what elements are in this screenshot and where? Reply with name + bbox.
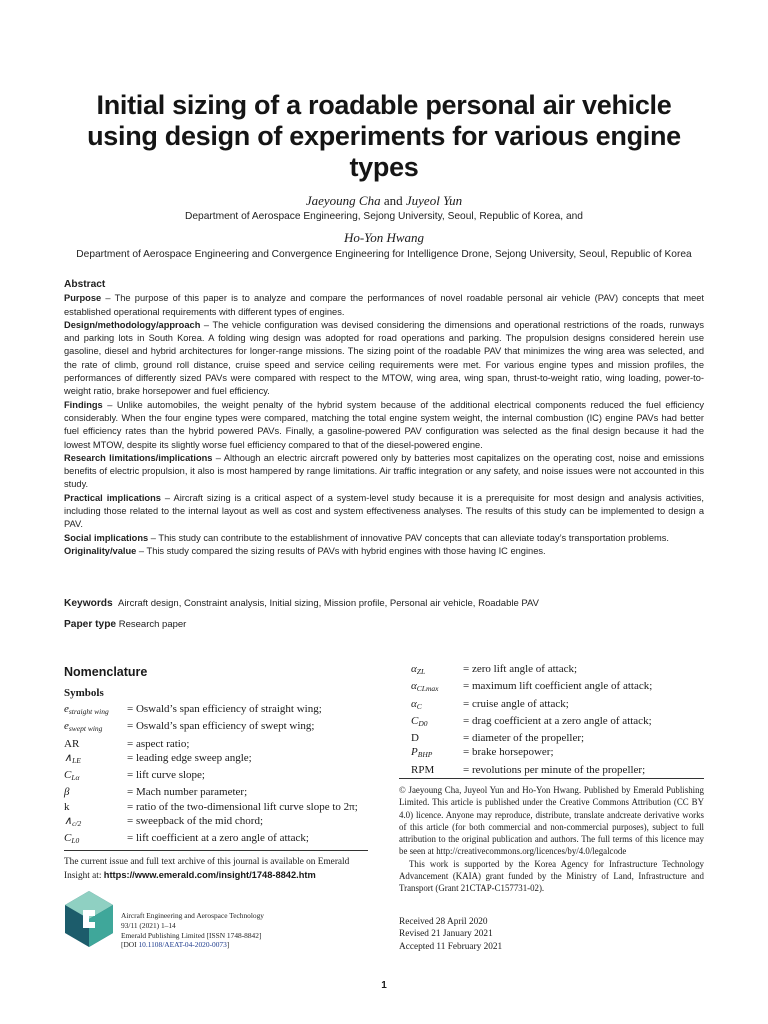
symbol-row <box>411 679 652 696</box>
symbol-definition: = zero lift angle of attack; <box>463 663 578 675</box>
archive-url-link[interactable]: https://www.emerald.com/insight/1748-8842.htm <box>103 870 316 880</box>
paper-type <box>64 619 704 630</box>
affiliation-2: Department of Aerospace Engineering and Convergence Engineering for Intelligence Drone, Sejong University, Seoul, Republic of Korea <box>76 249 692 260</box>
symbol: β <box>64 786 70 799</box>
abstract-section <box>64 319 704 399</box>
doi-link[interactable]: 10.1108/AEAT-04-2020-0073 <box>138 940 227 950</box>
symbol-row <box>64 702 358 719</box>
section-label: Social implications <box>64 532 149 543</box>
abstract-section <box>64 532 704 545</box>
symbol-definition: = cruise angle of attack; <box>463 697 569 710</box>
symbol-definition: = Oswald’s span efficiency of straight wing; <box>127 703 322 715</box>
symbol: $\wedge_{LE}$ <box>64 751 81 765</box>
section-text: – This study compared the sizing results of PAVs with hybrid engines with those having IC engines. <box>136 545 546 556</box>
symbol-definition: = revolutions per minute of the propeller; <box>463 763 646 776</box>
symbol: $C_{L0}$ <box>64 832 80 846</box>
symbol-definition: = Mach number parameter; <box>127 786 248 799</box>
doi-prefix: [DOI <box>121 940 139 950</box>
abstract <box>64 278 704 558</box>
symbol-row <box>411 662 652 679</box>
symbol-row <box>411 714 652 731</box>
nomenclature-heading: Nomenclature <box>64 665 148 679</box>
symbol-definition: = diameter of the propeller; <box>463 732 585 745</box>
symbol-row <box>411 697 652 714</box>
abstract-section <box>64 292 704 319</box>
symbol-row <box>411 731 652 745</box>
page-number: 1 <box>381 980 387 991</box>
section-label: Design/methodology/approach <box>64 319 201 330</box>
date-received: Received 28 April 2020 <box>399 917 488 927</box>
section-text: – Although an electric aircraft powered only by batteries most capitalizes on the operating cost, noise and emissions benefits of electric propulsion, it also is most hampered by range limitations. Air traffic integration or any safety, and noise issues were not accounted in this study. <box>64 452 704 490</box>
author-3: Ho-Yon Hwang <box>343 230 425 245</box>
doi-suffix: ] <box>226 940 230 950</box>
section-text: – Aircraft sizing is a critical aspect of a system-level study because it is a prerequisite for most design and analysis activities, including those related to the internal layout as well as cost and system effectiveness analyses. The results of this study can be implemented to design a PAV. <box>64 492 704 530</box>
symbols-table-left <box>64 702 358 849</box>
abstract-section <box>64 399 704 452</box>
author-conjunction: and <box>383 193 403 208</box>
section-label: Originality/value <box>64 545 137 556</box>
emerald-logo-icon <box>64 890 114 948</box>
symbol-definition: = ratio of the two-dimensional lift curve slope to 2π; <box>127 800 358 813</box>
keywords-label: Keywords <box>64 598 113 609</box>
symbol-row <box>64 737 358 751</box>
symbol-definition: = leading edge sweep angle; <box>127 751 252 764</box>
keywords-text: Aircraft design, Constraint analysis, Initial sizing, Mission profile, Personal air vehicle, Roadable PAV <box>117 598 539 609</box>
symbol: $e_{straight wing}$ <box>64 703 109 716</box>
symbol-row <box>64 751 358 768</box>
symbol: $C_{L\alpha}$ <box>64 769 80 783</box>
symbol: RPM <box>411 763 435 776</box>
symbol-definition: = Oswald’s span efficiency of swept wing; <box>127 720 315 733</box>
symbol-definition: = brake horsepower; <box>463 746 554 759</box>
license-note <box>399 778 704 895</box>
symbol: $\alpha_{ZL}$ <box>411 663 426 676</box>
symbol-row <box>64 768 358 785</box>
journal-issue: 93/11 (2021) 1–14 <box>121 920 176 930</box>
symbol-row <box>64 831 358 848</box>
symbol: $P_{BHP}$ <box>411 746 433 760</box>
affiliation-1: Department of Aerospace Engineering, Sejong University, Seoul, Republic of Korea, and <box>185 211 583 222</box>
symbol-definition: = sweepback of the mid chord; <box>127 815 264 828</box>
symbol: D <box>411 732 419 745</box>
date-revised: Revised 21 January 2021 <box>399 929 493 940</box>
section-text: – The purpose of this paper is to analyze and compare the performances of novel roadable personal air vehicle (PAV) concepts that meet established operational requirements with different types of engines. <box>64 293 704 317</box>
keywords <box>64 598 704 609</box>
funding-paragraph: This work is supported by the Korea Agency for Infrastructure Technology Advancement (KAIA) grant funded by the Ministry of Land, Infrastructure and Transport (Grant 21CTAP-C157731-02). <box>399 858 704 894</box>
symbol: $\alpha_{CLmax}$ <box>411 680 439 694</box>
symbol-row <box>411 745 652 762</box>
section-label: Purpose <box>64 293 102 304</box>
symbol-definition: = maximum lift coefficient angle of attack; <box>463 680 653 693</box>
symbol: AR <box>64 737 80 750</box>
symbol-row <box>64 800 358 814</box>
symbol-row <box>64 814 358 831</box>
symbols-heading: Symbols <box>64 687 104 699</box>
authors-line <box>0 193 768 209</box>
paper-type-text: Research paper <box>118 619 187 630</box>
abstract-section <box>64 452 704 492</box>
symbol-definition: = lift coefficient at a zero angle of attack; <box>127 832 309 845</box>
paper-type-label: Paper type <box>64 619 117 630</box>
journal-doi <box>121 940 264 950</box>
section-label: Findings <box>64 399 103 410</box>
symbol: k <box>64 800 70 813</box>
date-accepted: Accepted 11 February 2021 <box>399 941 503 952</box>
abstract-section <box>64 545 704 558</box>
author-name: Juyeol Yun <box>405 193 463 208</box>
journal-name: Aircraft Engineering and Aerospace Technology <box>121 911 264 920</box>
article-dates <box>399 916 502 953</box>
section-label: Practical implications <box>64 492 161 503</box>
symbol-definition: = aspect ratio; <box>127 737 190 750</box>
symbol-row <box>64 785 358 799</box>
section-label: Research limitations/implications <box>64 452 213 463</box>
symbol-row <box>411 763 652 777</box>
author-name: Jaeyoung Cha <box>305 193 381 208</box>
symbols-table-right <box>411 662 652 777</box>
symbol: $e_{swept wing}$ <box>64 720 103 734</box>
section-text: – The vehicle configuration was devised considering the dimensions and operational restrictions of the roads, runways and parking lots in South Korea. A folding wing design was adopted for road operations and parking. The propulsion designs considered herein use gasoline, diesel and hybrid architectures for longer-range missions. The sizing point of the roadable PAV that minimizes the wing area was selected, and the rate of climb, ground roll distance, cruise speed and service ceiling requirements were met. For various engine types and mission profiles, the performances of differently sized PAVs were compared with respect to the MTOW, wing area, wing span, thrust-to-weight ratio, wing loading, power-to-weight ratio, brake horsepower and fuel efficiency. <box>64 319 704 397</box>
symbol: $\alpha_C$ <box>411 697 422 711</box>
symbol-definition: = drag coefficient at a zero angle of attack; <box>463 714 652 727</box>
symbol: $\wedge_{c/2}$ <box>64 815 82 829</box>
symbol-definition: = lift curve slope; <box>127 769 205 782</box>
journal-info <box>121 911 264 950</box>
symbol: $C_{D0}$ <box>411 714 428 728</box>
archive-note-text: The current issue and full text archive of this journal is available on Emerald Insight at: <box>64 857 350 881</box>
journal-publisher: Emerald Publishing Limited [ISSN 1748-8842] <box>121 930 262 940</box>
journal-archive-note <box>64 850 368 883</box>
symbol-row <box>64 719 358 736</box>
paper-title: Initial sizing of a roadable personal air vehicle using design of experiments for various engine types <box>87 90 681 182</box>
abstract-section <box>64 492 704 532</box>
section-text: – Unlike automobiles, the weight penalty of the hybrid system because of the additional electrical components reduced the fuel efficiency considerably. When the four engine types were compared, matching the total engine system weight, the internal combustion (IC) engine PAVs had better fuel efficiency rates than the hybrid powered PAVs. Finally, a gasoline-powered PAV configuration was selected as the final design because it had the lowest MTOW, despite its slightly worse fuel efficiency compared to that of the diesel-powered engine. <box>64 399 704 450</box>
license-paragraph: © Jaeyoung Cha, Juyeol Yun and Ho-Yon Hwang. Published by Emerald Publishing Limited. This article is published under the Creative Commons Attribution (CC BY 4.0) licence. Anyone may reproduce, distribute, translate andcreate derivative works of this article (for both commercial and non-commercial purposes), subject to full attribution to the original publication and authors. The full terms of this licence may be seen at http://creativecommons.org/licences/by/4.0/legalcode <box>399 785 704 857</box>
abstract-heading: Abstract <box>64 279 106 290</box>
section-text: – This study can contribute to the establishment of innovative PAV concepts that can alleviate today’s transportation problems. <box>148 532 669 543</box>
